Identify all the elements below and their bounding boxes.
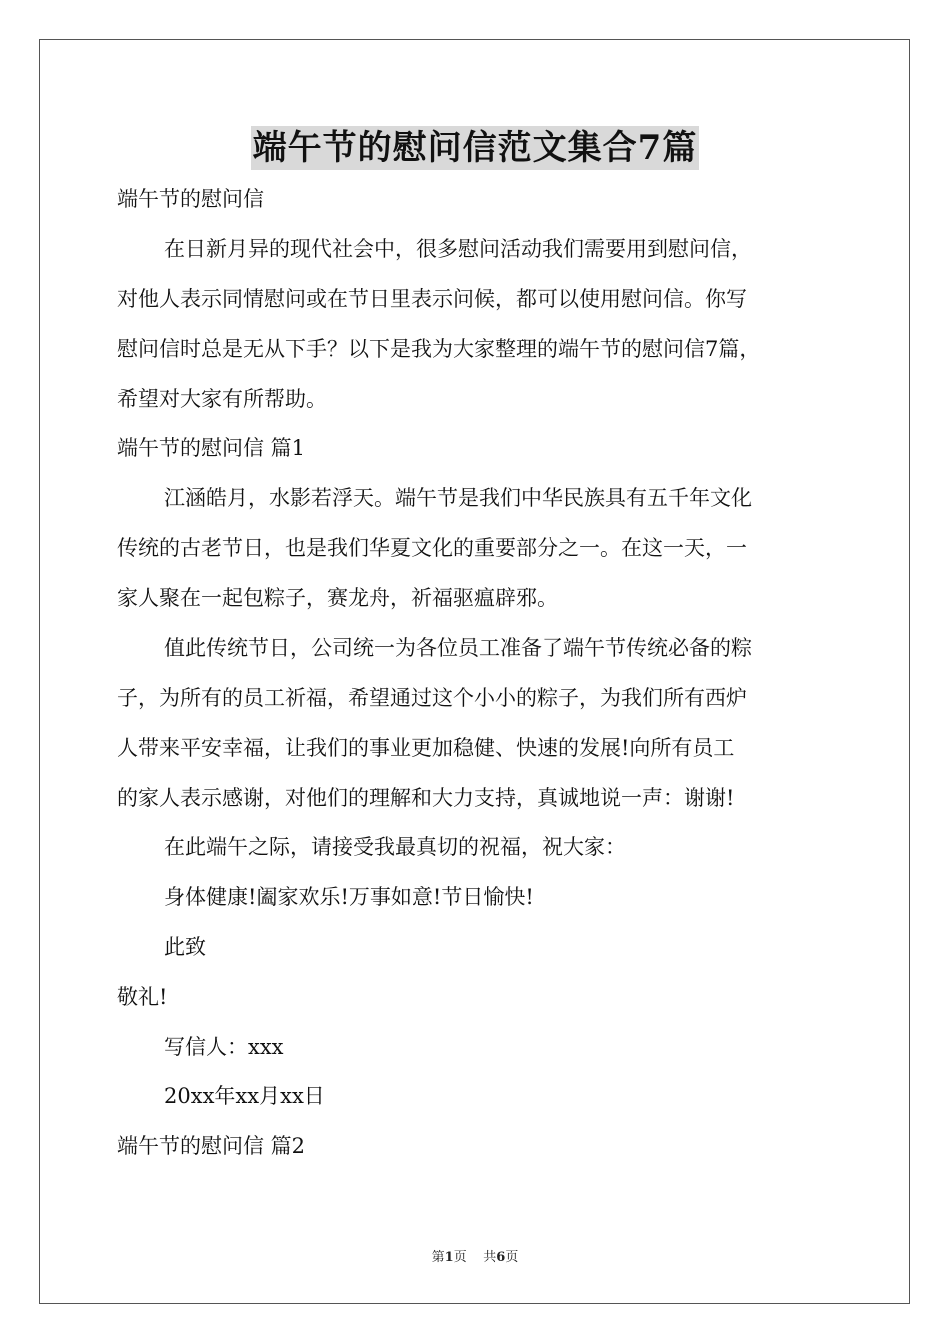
total-pages: 6 (496, 1250, 506, 1265)
page-number: 1 (444, 1250, 454, 1265)
paragraph-line: 人带来平安幸福，让我们的事业更加稳健、快速的发展!向所有员工 (117, 736, 735, 760)
page-label-prefix: 第 (431, 1250, 445, 1265)
paragraph-line: 江涵皓月，水影若浮天。端午节是我们中华民族具有五千年文化 (164, 486, 752, 510)
total-label-suffix: 页 (505, 1250, 519, 1265)
paragraph-line: 的家人表示感谢，对他们的理解和大力支持，真诚地说一声：谢谢! (117, 786, 735, 810)
paragraph-line: 家人聚在一起包粽子，赛龙舟，祈福驱瘟辟邪。 (117, 586, 558, 610)
blessing-line: 身体健康!阖家欢乐!万事如意!节日愉快! (164, 885, 534, 909)
intro-line-3: 慰问信时总是无从下手？以下是我为大家整理的端午节的慰问信7篇， (117, 337, 761, 361)
section-heading-1: 端午节的慰问信 篇1 (117, 436, 306, 460)
paragraph-line: 值此传统节日，公司统一为各位员工准备了端午节传统必备的粽 (164, 636, 752, 660)
page-border (39, 39, 910, 1304)
section-heading-2: 端午节的慰问信 篇2 (117, 1134, 306, 1158)
closing-line: 此致 (164, 935, 206, 959)
signature-line: 写信人：xxx (164, 1035, 284, 1059)
date-line: 20xx年xx月xx日 (164, 1084, 325, 1108)
title-container (0, 126, 950, 170)
total-label-prefix: 共 (483, 1250, 497, 1265)
page-label-suffix: 页 (453, 1250, 467, 1265)
page-footer (0, 1246, 950, 1265)
intro-line-1: 在日新月异的现代社会中，很多慰问活动我们需要用到慰问信， (164, 237, 752, 261)
paragraph-line: 子，为所有的员工祈福，希望通过这个小小的粽子，为我们所有西炉 (117, 686, 747, 710)
subtitle: 端午节的慰问信 (117, 187, 264, 211)
document-title: 端午节的慰问信范文集合7篇 (252, 128, 698, 168)
salutation-line: 敬礼! (117, 985, 168, 1009)
paragraph-line: 在此端午之际，请接受我最真切的祝福，祝大家： (164, 835, 626, 859)
intro-line-2: 对他人表示同情慰问或在节日里表示问候，都可以使用慰问信。你写 (117, 287, 747, 311)
paragraph-line: 传统的古老节日，也是我们华夏文化的重要部分之一。在这一天，一 (117, 536, 747, 560)
intro-line-4: 希望对大家有所帮助。 (117, 387, 327, 411)
